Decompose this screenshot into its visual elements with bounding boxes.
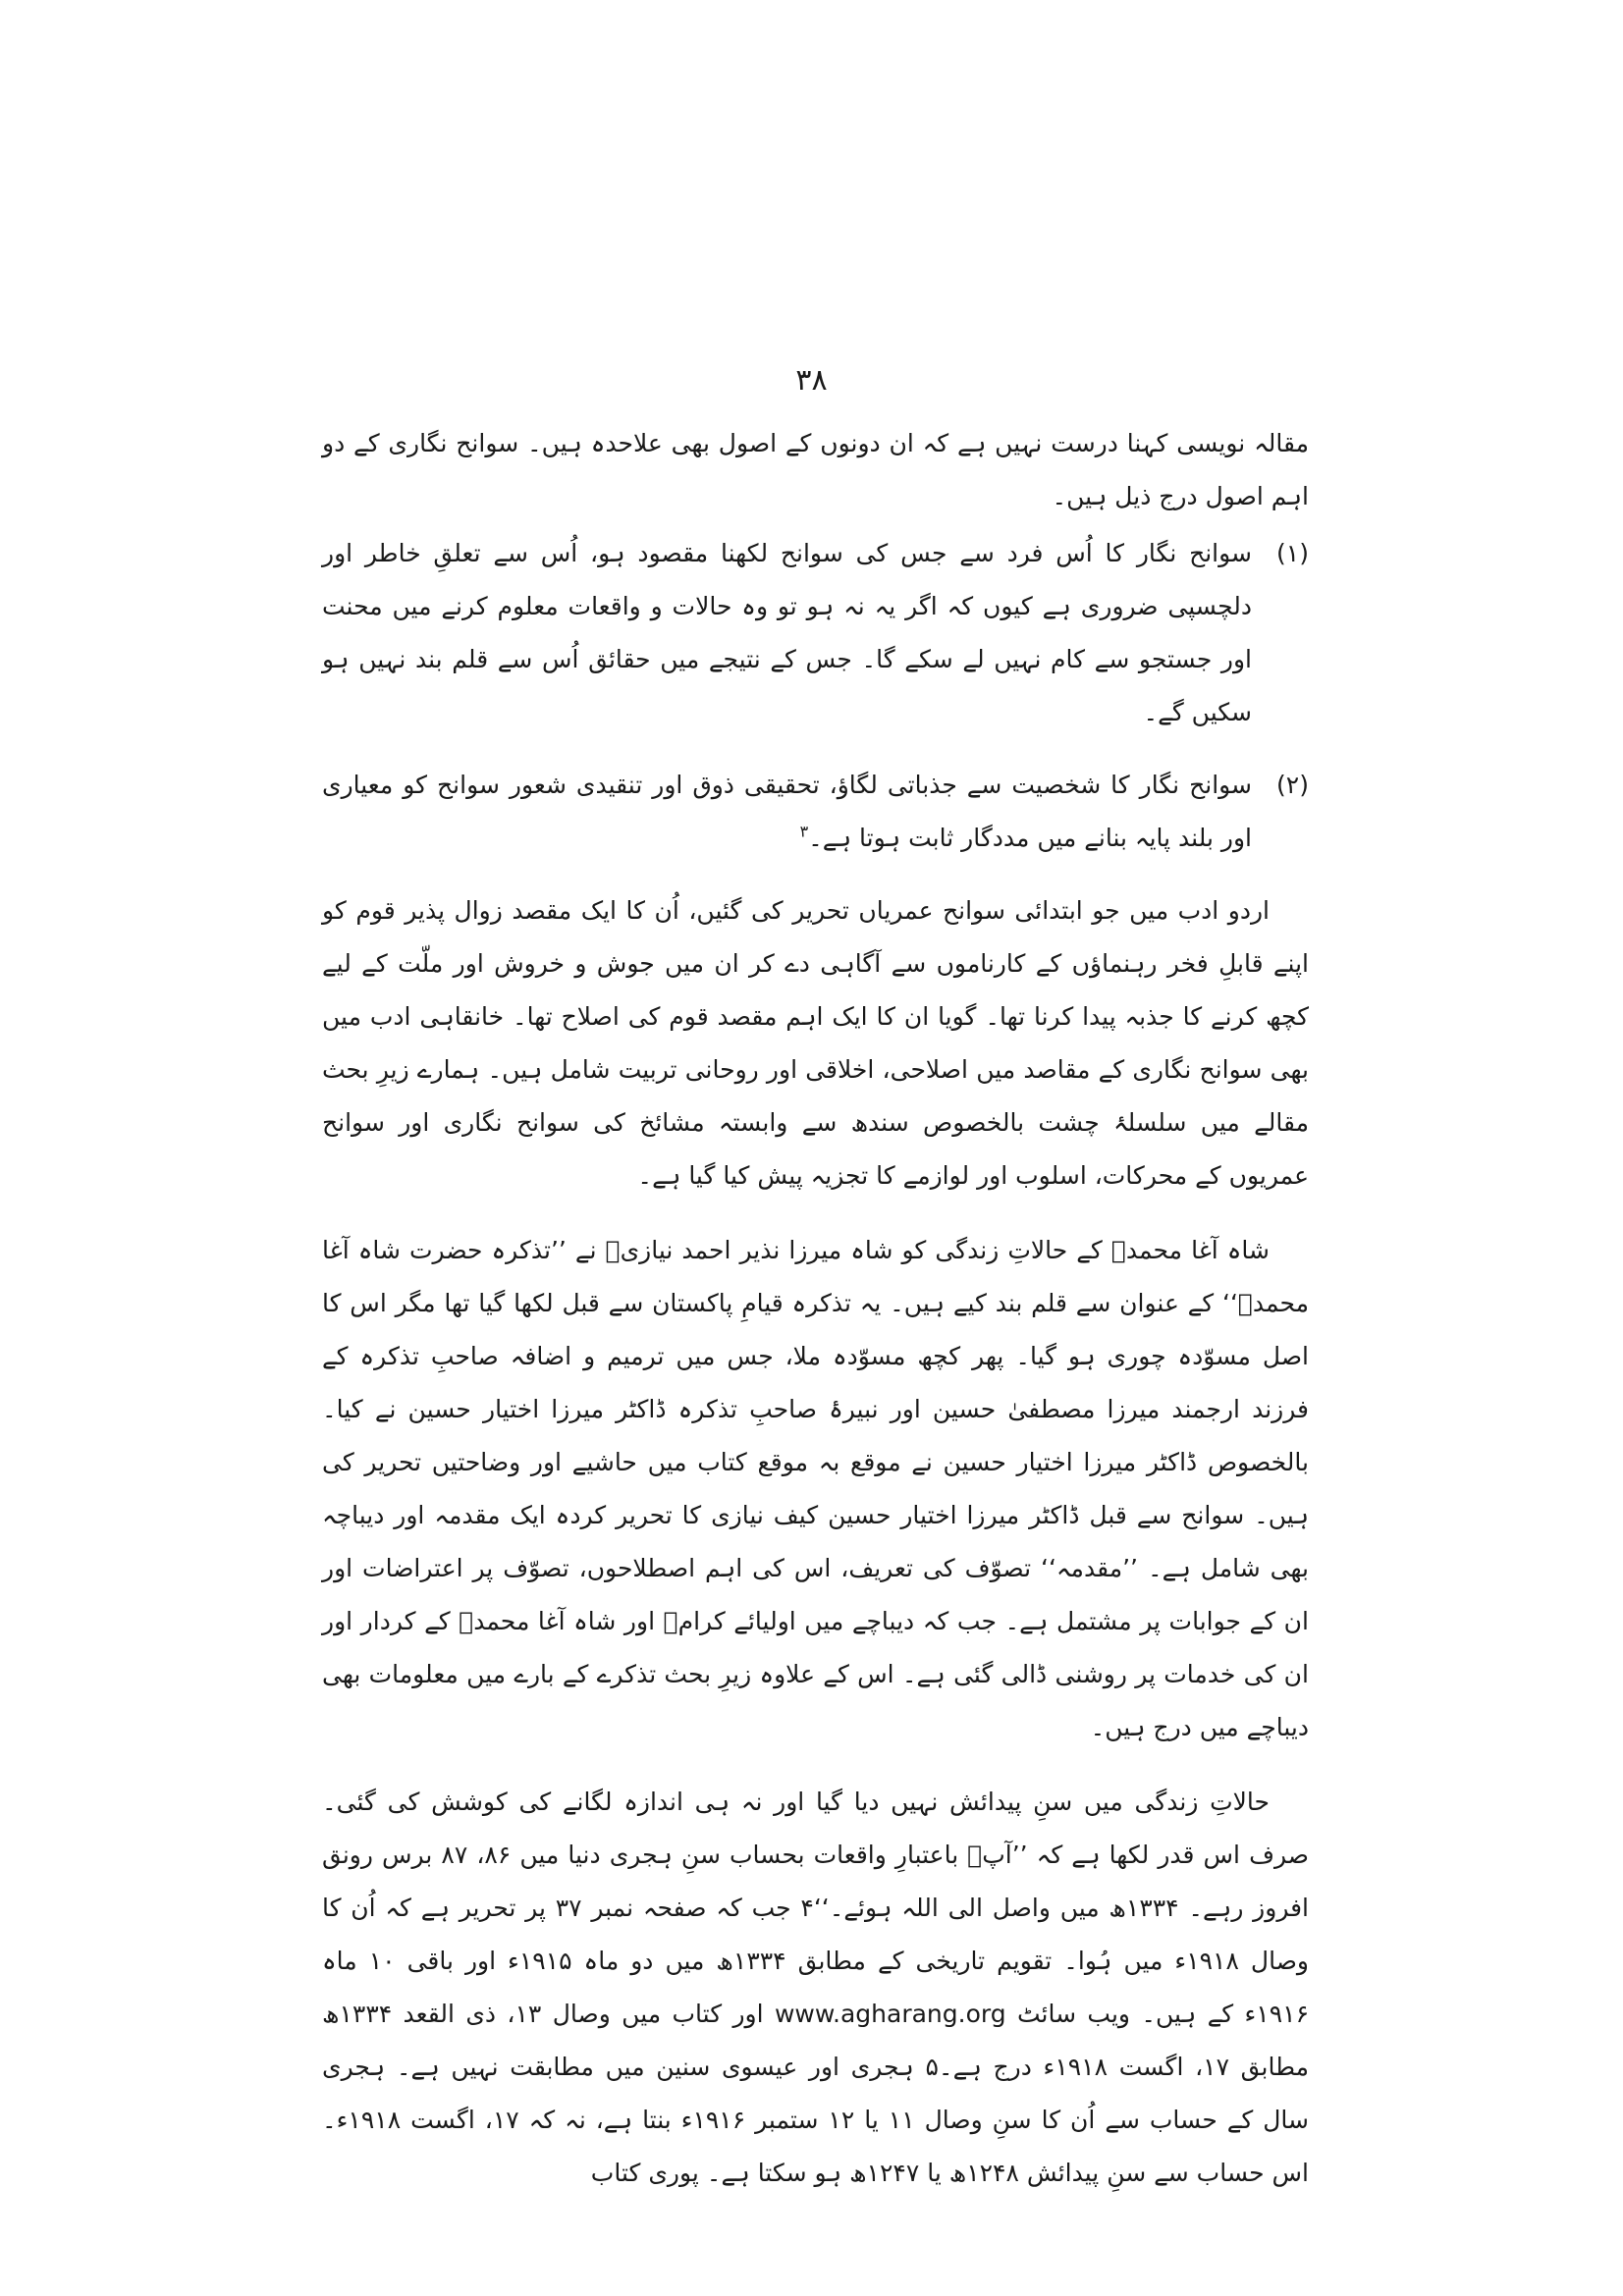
intro-line: مقالہ نویسی کہنا درست نہیں ہے کہ ان دونوں کے اصول بھی علاحدہ ہیں۔ سوانح نگاری کے دو اہم اصول درج ذیل ہیں۔	[322, 429, 1309, 510]
list-item-text	[322, 759, 1252, 865]
page-number: ۳۸	[795, 363, 828, 398]
list-item-text-body: سوانح نگار کا شخصیت سے جذباتی لگاؤ، تحقیقی ذوق اور تنقیدی شعور سوانح کو معیاری اور بلند پایہ بنانے میں مددگار ثابت ہوتا ہے۔	[322, 771, 1252, 852]
list-item-number: (۲)	[1276, 771, 1309, 799]
list-item	[322, 759, 1309, 865]
page-body	[322, 417, 1309, 2221]
footnote-marker: ۳	[799, 822, 809, 841]
list-item-text: سوانح نگار کا اُس فرد سے جس کی سوانح لکھنا مقصود ہو، اُس سے تعلقِ خاطر اور دلچسپی ضروری ہے کیوں کہ اگر یہ نہ ہو تو وہ حالات و واقعات معلوم کرنے میں محنت اور جستجو سے کام نہیں لے سکے گا۔ جس کے نتیجے میں حقائق اُس سے قلم بند نہیں ہو سکیں گے۔	[322, 539, 1252, 726]
body-paragraph: شاہ آغا محمدؒ کے حالاتِ زندگی کو شاہ میرزا نذیر احمد نیازیؒ نے ’’تذکرہ حضرت شاہ آغا محمدؒ‘‘ کے عنوان سے قلم بند کیے ہیں۔ یہ تذکرہ قیامِ پاکستان سے قبل لکھا گیا تھا مگر اس کا اصل مسوّدہ چوری ہو گیا۔ پھر کچھ مسوّدہ ملا، جس میں ترمیم و اضافہ صاحبِ تذکرہ کے فرزند ارجمند میرزا مصطفیٰ حسین اور نبیرۂ صاحبِ تذکرہ ڈاکٹر میرزا اختیار حسین نے کیا۔ بالخصوص ڈاکٹر میرزا اختیار حسین نے موقع بہ موقع کتاب میں حاشیے اور وضاحتیں تحریر کی ہیں۔ سوانح سے قبل ڈاکٹر میرزا اختیار حسین کیف نیازی کا تحریر کردہ ایک مقدمہ اور دیباچہ بھی شامل ہے۔ ’’مقدمہ‘‘ تصوّف کی تعریف، اس کی اہم اصطلاحوں، تصوّف پر اعتراضات اور ان کے جوابات پر مشتمل ہے۔ جب کہ دیباچے میں اولیائے کرامؒ اور شاہ آغا محمدؒ کے کردار اور ان کی خدمات پر روشنی ڈالی گئی ہے۔ اس کے علاوہ زیرِ بحث تذکرے کے بارے میں معلومات بھی دیباچے میں درج ہیں۔	[322, 1236, 1309, 1741]
body-paragraph: اردو ادب میں جو ابتدائی سوانح عمریاں تحریر کی گئیں، اُن کا ایک مقصد زوال پذیر قوم کو اپنے قابلِ فخر رہنماؤں کے کارناموں سے آگاہی دے کر ان میں جوش و خروش اور ملّت کے لیے کچھ کرنے کا جذبہ پیدا کرنا تھا۔ گویا ان کا ایک اہم مقصد قوم کی اصلاح تھا۔ خانقاہی ادب میں بھی سوانح نگاری کے مقاصد میں اصلاحی، اخلاقی اور روحانی تربیت شامل ہیں۔ ہمارے زیرِ بحث مقالے میں سلسلۂ چشت بالخصوص سندھ سے وابستہ مشائخ کی سوانح نگاری اور سوانح عمریوں کے محرکات، اسلوب اور لوازمے کا تجزیہ پیش کیا گیا ہے۔	[322, 896, 1309, 1190]
body-paragraph: حالاتِ زندگی میں سنِ پیدائش نہیں دیا گیا اور نہ ہی اندازہ لگانے کی کوشش کی گئی۔ صرف اس قدر لکھا ہے کہ ’’آپؒ باعتبارِ واقعات بحساب سنِ ہجری دنیا میں ۸۶، ۸۷ برس رونق افروز رہے۔ ۱۳۳۴ھ میں واصل الی اللہ ہوئے۔‘‘۴ جب کہ صفحہ نمبر ۳۷ پر تحریر ہے کہ اُن کا وصال ۱۹۱۸ء میں ہُوا۔ تقویم تاریخی کے مطابق ۱۳۳۴ھ میں دو ماہ ۱۹۱۵ء اور باقی ۱۰ ماہ ۱۹۱۶ء کے ہیں۔ ویب سائٹ www.agharang.org اور کتاب میں وصال ۱۳، ذی القعد ۱۳۳۴ھ مطابق ۱۷، اگست ۱۹۱۸ء درج ہے۔۵ ہجری اور عیسوی سنین میں مطابقت نہیں ہے۔ ہجری سال کے حساب سے اُن کا سنِ وصال ۱۱ یا ۱۲ ستمبر ۱۹۱۶ء بنتا ہے، نہ کہ ۱۷، اگست ۱۹۱۸ء۔ اس حساب سے سنِ پیدائش ۱۲۴۸ھ یا ۱۲۴۷ھ ہو سکتا ہے۔ پوری کتاب	[322, 1788, 1310, 2187]
list-item-number: (۱)	[1276, 539, 1309, 567]
list-item	[322, 527, 1309, 739]
